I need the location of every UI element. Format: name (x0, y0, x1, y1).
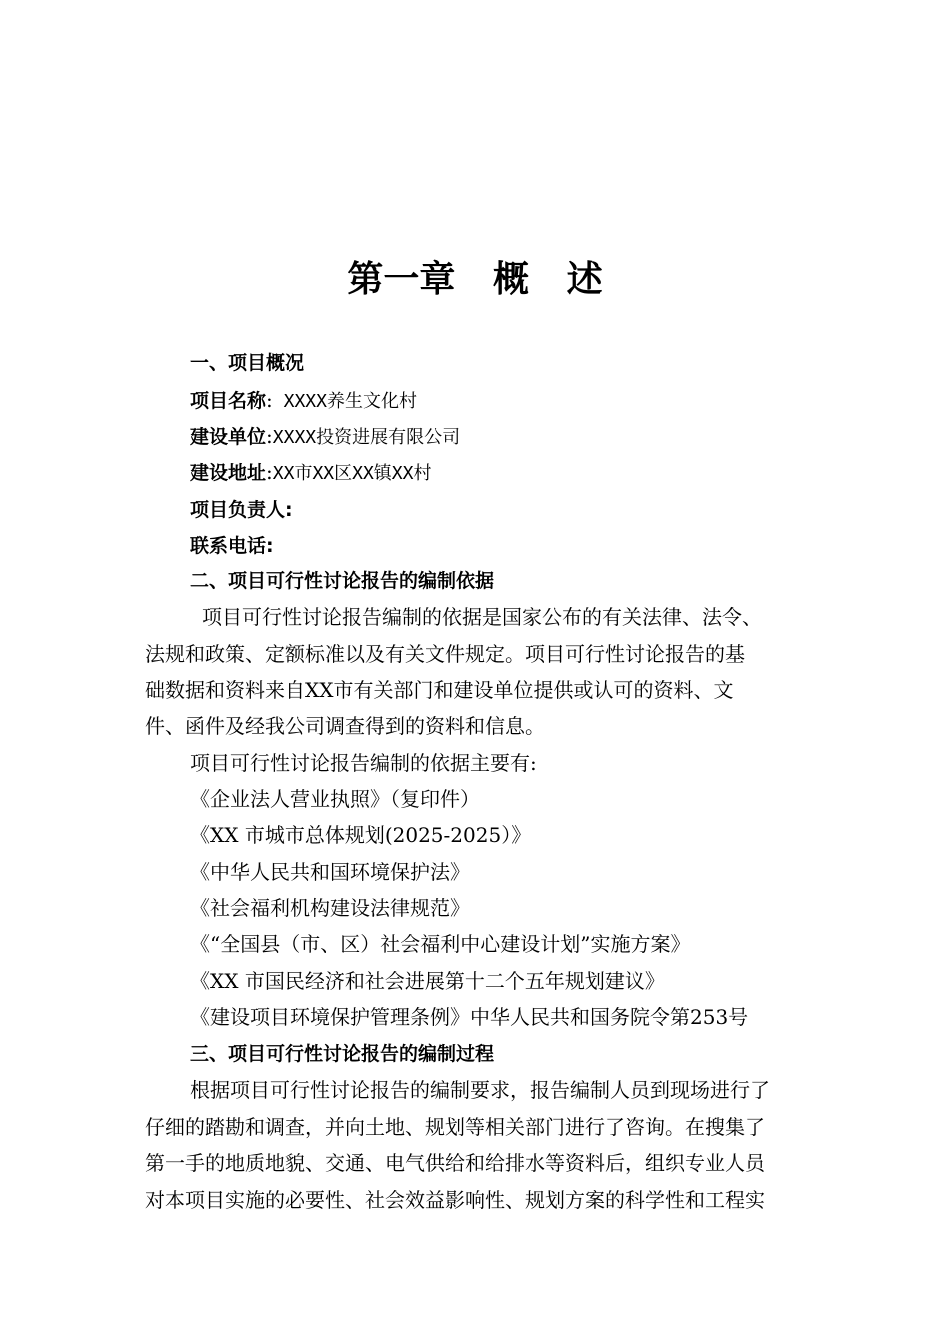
field-value: XXXX投资进展有限公司 (272, 427, 461, 448)
field-separator: : (266, 535, 274, 557)
document-item: 《“全国县（市、区）社会福利中心建设计划”实施方案》 (190, 932, 691, 956)
document-item: 《中华人民共和国环境保护法》 (190, 860, 470, 884)
section-1-heading: 一、项目概况 (190, 352, 305, 374)
field-separator: : (285, 499, 293, 521)
document-item: 《建设项目环境保护管理条例》中华人民共和国务院令第253号 (190, 1005, 749, 1029)
field-label: 建设单位 (190, 426, 267, 448)
paragraph-line: 础数据和资料来自XX市有关部门和建设单位提供或认可的资料、文 (145, 678, 734, 702)
paragraph-line: 对本项目实施的必要性、社会效益影响性、规划方案的科学性和工程实 (145, 1188, 765, 1212)
document-item: 《XX 市城市总体规划(2025-2025）》 (190, 823, 532, 847)
field-value: XX市XX区XX镇XX村 (272, 463, 432, 484)
field-construction-address (190, 459, 431, 487)
document-item: 《社会福利机构建设法律规范》 (190, 896, 470, 920)
document-item: 《XX 市国民经济和社会进展第十二个五年规划建议》 (190, 969, 665, 993)
field-label: 建设地址 (190, 462, 267, 484)
field-value: XXXX养生文化村 (272, 391, 417, 412)
basis-intro: 项目可行性讨论报告编制的依据主要有: (190, 751, 537, 775)
paragraph-line: 项目可行性讨论报告编制的依据是国家公布的有关法律、法令、 (202, 605, 762, 629)
paragraph-line: 根据项目可行性讨论报告的编制要求，报告编制人员到现场进行了 (190, 1078, 770, 1102)
field-project-leader (190, 496, 293, 524)
field-separator: : (266, 460, 273, 484)
section-3-heading: 三、项目可行性讨论报告的编制过程 (190, 1043, 495, 1065)
field-label: 联系电话 (190, 535, 267, 557)
field-contact-phone (190, 532, 274, 560)
paragraph-line: 件、函件及经我公司调查得到的资料和信息。 (145, 714, 545, 738)
field-separator: : (266, 424, 273, 448)
field-label: 项目名称 (190, 390, 267, 412)
paragraph-line: 仔细的踏勘和调查，并向土地、规划等相关部门进行了咨询。在搜集了 (145, 1115, 765, 1139)
document-item: 《企业法人营业执照》（复印件） (190, 787, 480, 811)
field-label: 项目负责人 (190, 499, 286, 521)
chapter-title: 第一章 概 述 (347, 259, 603, 300)
field-construction-unit (190, 423, 460, 451)
field-separator: : (266, 388, 273, 412)
paragraph-line: 第一手的地质地貌、交通、电气供给和给排水等资料后，组织专业人员 (145, 1151, 765, 1175)
field-project-name (190, 387, 417, 415)
section-2-heading: 二、项目可行性讨论报告的编制依据 (190, 570, 495, 592)
paragraph-line: 法规和政策、定额标准以及有关文件规定。项目可行性讨论报告的基 (145, 642, 745, 666)
